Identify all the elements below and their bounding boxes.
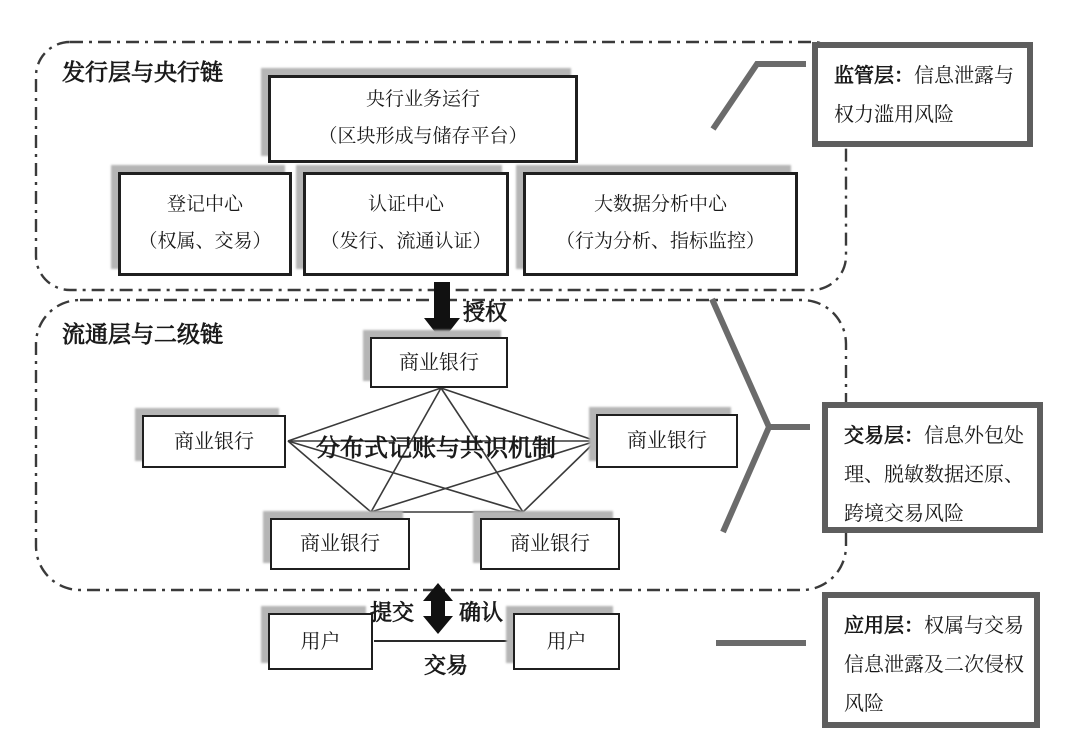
certification-center-box [303, 172, 509, 276]
commercial-bank-left-box: 商业银行 [142, 415, 286, 468]
registration-center-box [118, 172, 292, 276]
transaction-risk-body: 信息外包处理、脱敏数据还原、跨境交易风险 [844, 425, 1024, 525]
user-right-box: 用户 [513, 613, 620, 670]
confirm-label: 确认 [459, 600, 504, 625]
big-data-center-subtitle: （行为分析、指标监控） [555, 231, 765, 252]
application-risk-box [822, 592, 1040, 728]
commercial-bank-bottom-left-box: 商业银行 [270, 518, 410, 570]
central-bank-operation-title: 央行业务运行 [365, 89, 480, 111]
supervision-risk-title: 监管层： [834, 65, 914, 87]
circulation-layer-label: 流通层与二级链 [62, 321, 223, 347]
big-data-center-box [523, 172, 798, 276]
registration-center-subtitle: （权属、交易） [138, 231, 272, 252]
central-bank-operation-subtitle: （区块形成与储存平台） [318, 126, 528, 147]
application-risk-title: 应用层： [844, 615, 924, 637]
trade-label: 交易 [424, 653, 469, 678]
big-data-center-title: 大数据分析中心 [593, 194, 727, 216]
commercial-bank-bottom-right-box: 商业银行 [480, 518, 620, 570]
transaction-risk-title: 交易层： [844, 425, 924, 447]
application-risk-body: 权属与交易信息泄露及二次侵权风险 [844, 615, 1024, 715]
transaction-risk-box [822, 402, 1043, 533]
supervision-connector [713, 64, 806, 129]
certification-center-subtitle: （发行、流通认证） [320, 231, 492, 252]
central-bank-operation-box [268, 75, 578, 163]
commercial-bank-right-box: 商业银行 [596, 414, 738, 468]
supervision-risk-box [812, 42, 1033, 147]
certification-center-title: 认证中心 [367, 194, 444, 216]
commercial-bank-top-box: 商业银行 [370, 337, 508, 388]
user-left-box: 用户 [268, 613, 373, 670]
issuance-layer-label: 发行层与央行链 [62, 59, 223, 85]
submit-label: 提交 [370, 600, 415, 625]
authorize-label: 授权 [463, 300, 508, 325]
consensus-mechanism-label: 分布式记账与共识机制 [316, 435, 556, 462]
registration-center-title: 登记中心 [166, 194, 243, 216]
supervision-risk-body: 信息泄露与权力滥用风险 [834, 65, 1014, 126]
